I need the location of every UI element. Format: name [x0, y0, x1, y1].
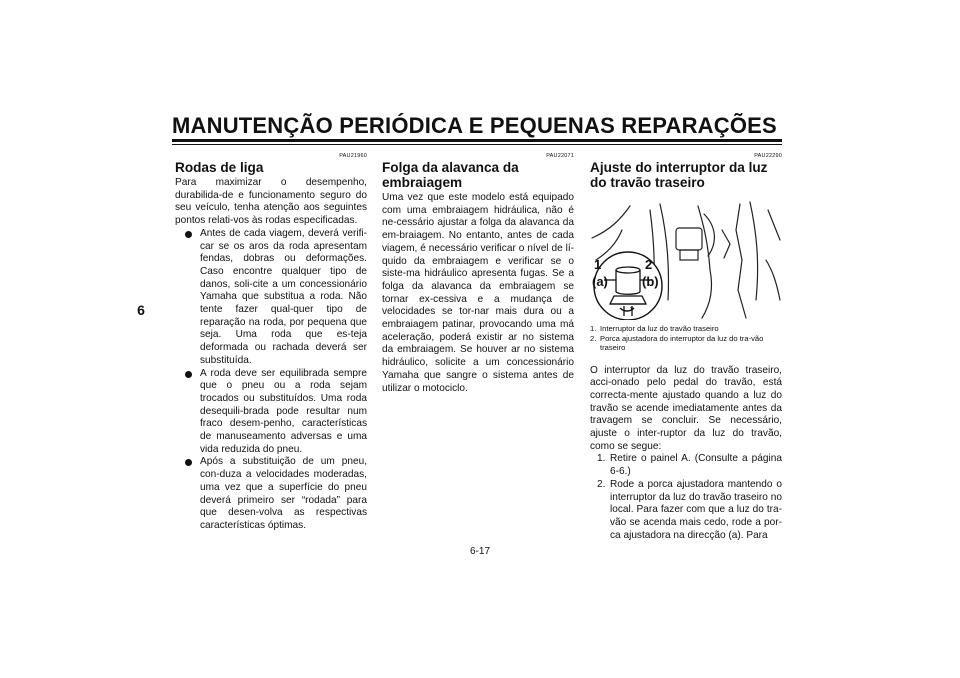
section-code: PAU21960: [339, 153, 367, 159]
step-item: 2. Rode a porca ajustadora mantendo o interruptor da luz do travão traseiro no local. Para fazer com que a luz do tra-vão se acenda mais cedo, rode a por-ca ajustadora na direcção (a). Para: [597, 478, 782, 541]
chapter-tab: 6: [137, 302, 145, 318]
section-body: O interruptor da luz do travão traseiro, acci-onado pelo pedal do travão, está correcta-mente ajustado quando a luz do travão se acende imediatamente antes da travagem se concluir. Se necessário, ajuste o inter-ruptor da luz do travão, como se segue:: [590, 364, 782, 452]
step-item: 1. Retire o painel A. (Consulte a página 6-6.): [597, 453, 782, 478]
bullet-icon: [185, 459, 192, 466]
bullet-icon: [185, 371, 192, 378]
header-rule-thick: [172, 139, 782, 142]
page-header-title: MANUTENÇÃO PERIÓDICA E PEQUENAS REPARAÇÕES: [172, 113, 777, 138]
legend-item: 2. Porca ajustadora do interruptor da luz do tra-vão traseiro: [590, 333, 764, 352]
figure-label-a: (a): [592, 274, 608, 289]
bullet-item: Antes de cada viagem, deverá verifi-car se os aros da roda apresentam fendas, dobras ou deformações. Caso encontre qualquer tipo de danos, soli-cite a um concessionário Yamaha que substitua a roda. Não tente fazer qual-quer tipo de reparação na roda, por pequena que seja. Uma roda que es-teja deformada ou rachada deverá ser substituída.: [175, 228, 367, 368]
section-body: Uma vez que este modelo está equipado com uma embraiagem hidráulica, não é ne-cessário ajustar a folga da alavanca da em-braiagem. No entanto, antes de cada viagem, é necessário verificar o nível de lí-quido da embraiagem e verificar se o siste-ma hidráulico apresenta fugas. Se a folga da alavanca da embraiagem se tornar ex-cessiva e a mudança de velocidades se tor-nar mais dura ou a embraiagem patinar, provocando uma má aceleração, poderá existir ar no sistema da embraiagem. Se houver ar no sistema hidráulico, solicite a um concessionário Yamaha que sangre o sistema antes de utilizar o motociclo.: [382, 192, 574, 394]
section-code: PAU22290: [754, 153, 782, 159]
figure-label-2: 2: [645, 257, 653, 272]
figure-legend: [590, 324, 782, 353]
page-number: 6-17: [469, 546, 490, 557]
header-rule-thin: [172, 144, 782, 145]
section-code: PAU22071: [546, 153, 574, 159]
column-brake-light-switch: [590, 152, 782, 542]
figure-label-b: (b): [642, 274, 659, 289]
section-title: Folga da alavanca da embraiagem: [382, 160, 519, 190]
column-alloy-wheels: [175, 152, 367, 533]
legend-item: 1. Interruptor da luz do travão traseiro: [590, 324, 719, 333]
brake-switch-drawing: [590, 200, 782, 320]
brake-switch-illustration: [590, 200, 782, 320]
step-list: [590, 453, 782, 542]
bullet-item: A roda deve ser equilibrada sempre que o pneu ou a roda sejam trocados ou substituídos. Uma roda desequili-brada pode resultar num fraco desem-penho, características de manuseamento adversas e uma vida reduzida do pneu.: [175, 368, 367, 457]
bullet-icon: [185, 231, 192, 238]
figure-label-1: 1: [594, 257, 602, 272]
section-title: Rodas de liga: [175, 160, 264, 175]
bullet-list: [175, 228, 367, 533]
section-intro: Para maximizar o desempenho, durabilida-de e funcionamento seguro do seu veículo, tenha atenção aos seguintes pontos relati-vos às rodas especificadas.: [175, 177, 367, 227]
bullet-item: Após a substituição de um pneu, con-duza a velocidades moderadas, uma vez que a superfície do pneu deverá primeiro ser “rodada” para que desen-volva as respectivas características óptimas.: [175, 456, 367, 532]
column-clutch-lever: [382, 152, 574, 395]
section-title: Ajuste do interruptor da luz do travão traseiro: [590, 160, 768, 190]
